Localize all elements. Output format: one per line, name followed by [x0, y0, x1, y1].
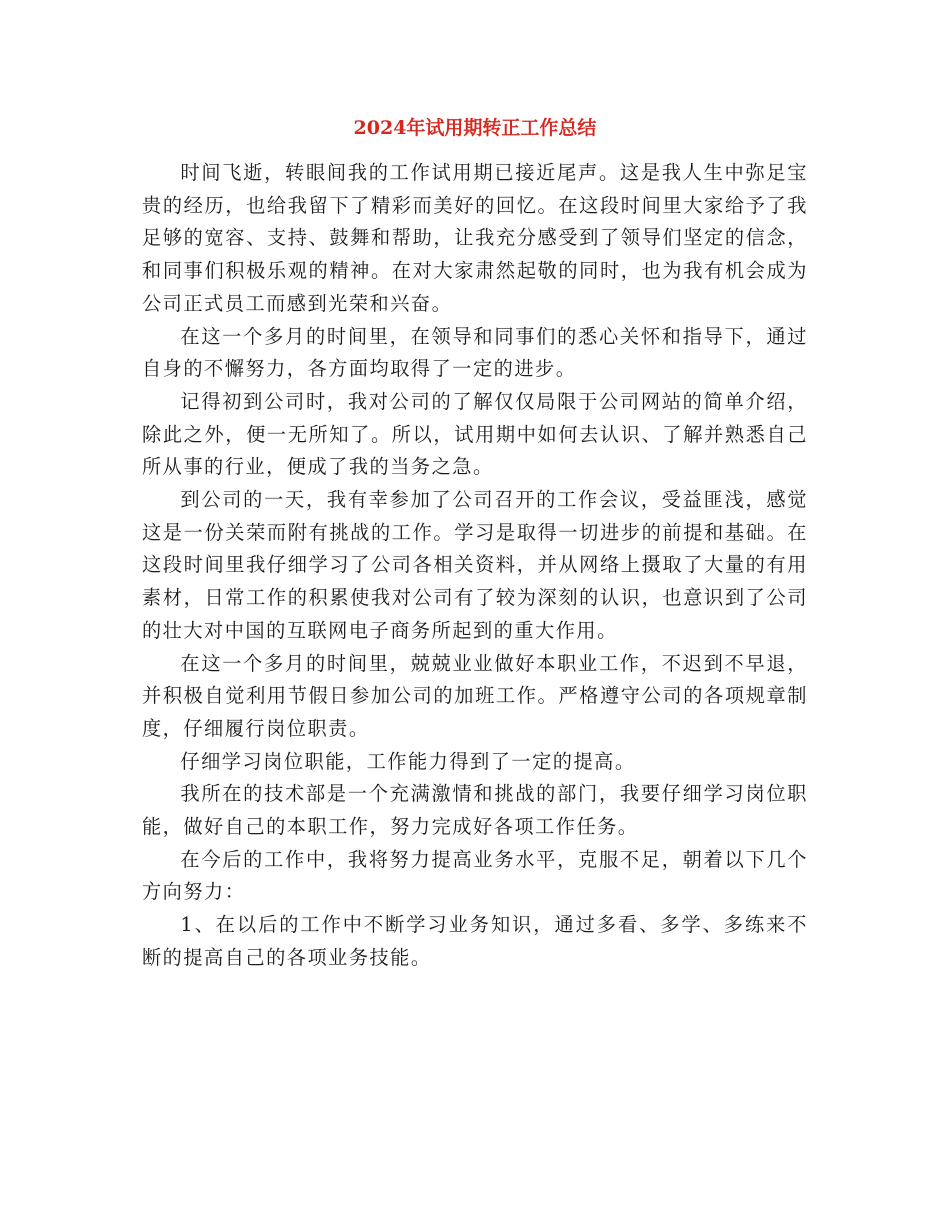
- paragraph-8: 在今后的工作中，我将努力提高业务水平，克服不足，朝着以下几个方向努力：: [142, 847, 808, 904]
- paragraph-1: 时间飞逝，转眼间我的工作试用期已接近尾声。这是我人生中弥足宝贵的经历，也给我留下了精彩而美好的回忆。在这段时间里大家给予了我足够的宽容、支持、鼓舞和帮助，让我充分感受到了领导们坚定的信念，和同事们积极乐观的精神。在对大家肃然起敬的同时，也为我有机会成为公司正式员工而感到光荣和兴奋。: [142, 161, 808, 315]
- paragraph-9: 1、在以后的工作中不断学习业务知识，通过多看、多学、多练来不断的提高自己的各项业务技能。: [142, 913, 808, 969]
- document-body: [142, 157, 808, 975]
- document-title: 2024年试用期转正工作总结: [353, 117, 597, 139]
- paragraph-2: 在这一个多月的时间里，在领导和同事们的悉心关怀和指导下，通过自身的不懈努力，各方面均取得了一定的进步。: [142, 324, 808, 381]
- paragraph-5: 在这一个多月的时间里，兢兢业业做好本职业工作，不迟到不早退，并积极自觉利用节假日参加公司的加班工作。严格遵守公司的各项规章制度，仔细履行岗位职责。: [142, 651, 808, 740]
- paragraph-7: 我所在的技术部是一个充满激情和挑战的部门，我要仔细学习岗位职能，做好自己的本职工作，努力完成好各项工作任务。: [142, 782, 808, 839]
- paragraph-3: 记得初到公司时，我对公司的了解仅仅局限于公司网站的简单介绍，除此之外，便一无所知了。所以，试用期中如何去认识、了解并熟悉自己所从事的行业，便成了我的当务之急。: [142, 389, 808, 479]
- paragraph-6: 仔细学习岗位职能，工作能力得到了一定的提高。: [180, 749, 636, 773]
- paragraph-4: 到公司的一天，我有幸参加了公司召开的工作会议，受益匪浅，感觉这是一份关荣而附有挑战的工作。学习是取得一切进步的前提和基础。在这段时间里我仔细学习了公司各相关资料，并从网络上摄取了大量的有用素材，日常工作的积累使我对公司有了较为深刻的认识，也意识到了公司的壮大对中国的互联网电子商务所起到的重大作用。: [142, 488, 808, 642]
